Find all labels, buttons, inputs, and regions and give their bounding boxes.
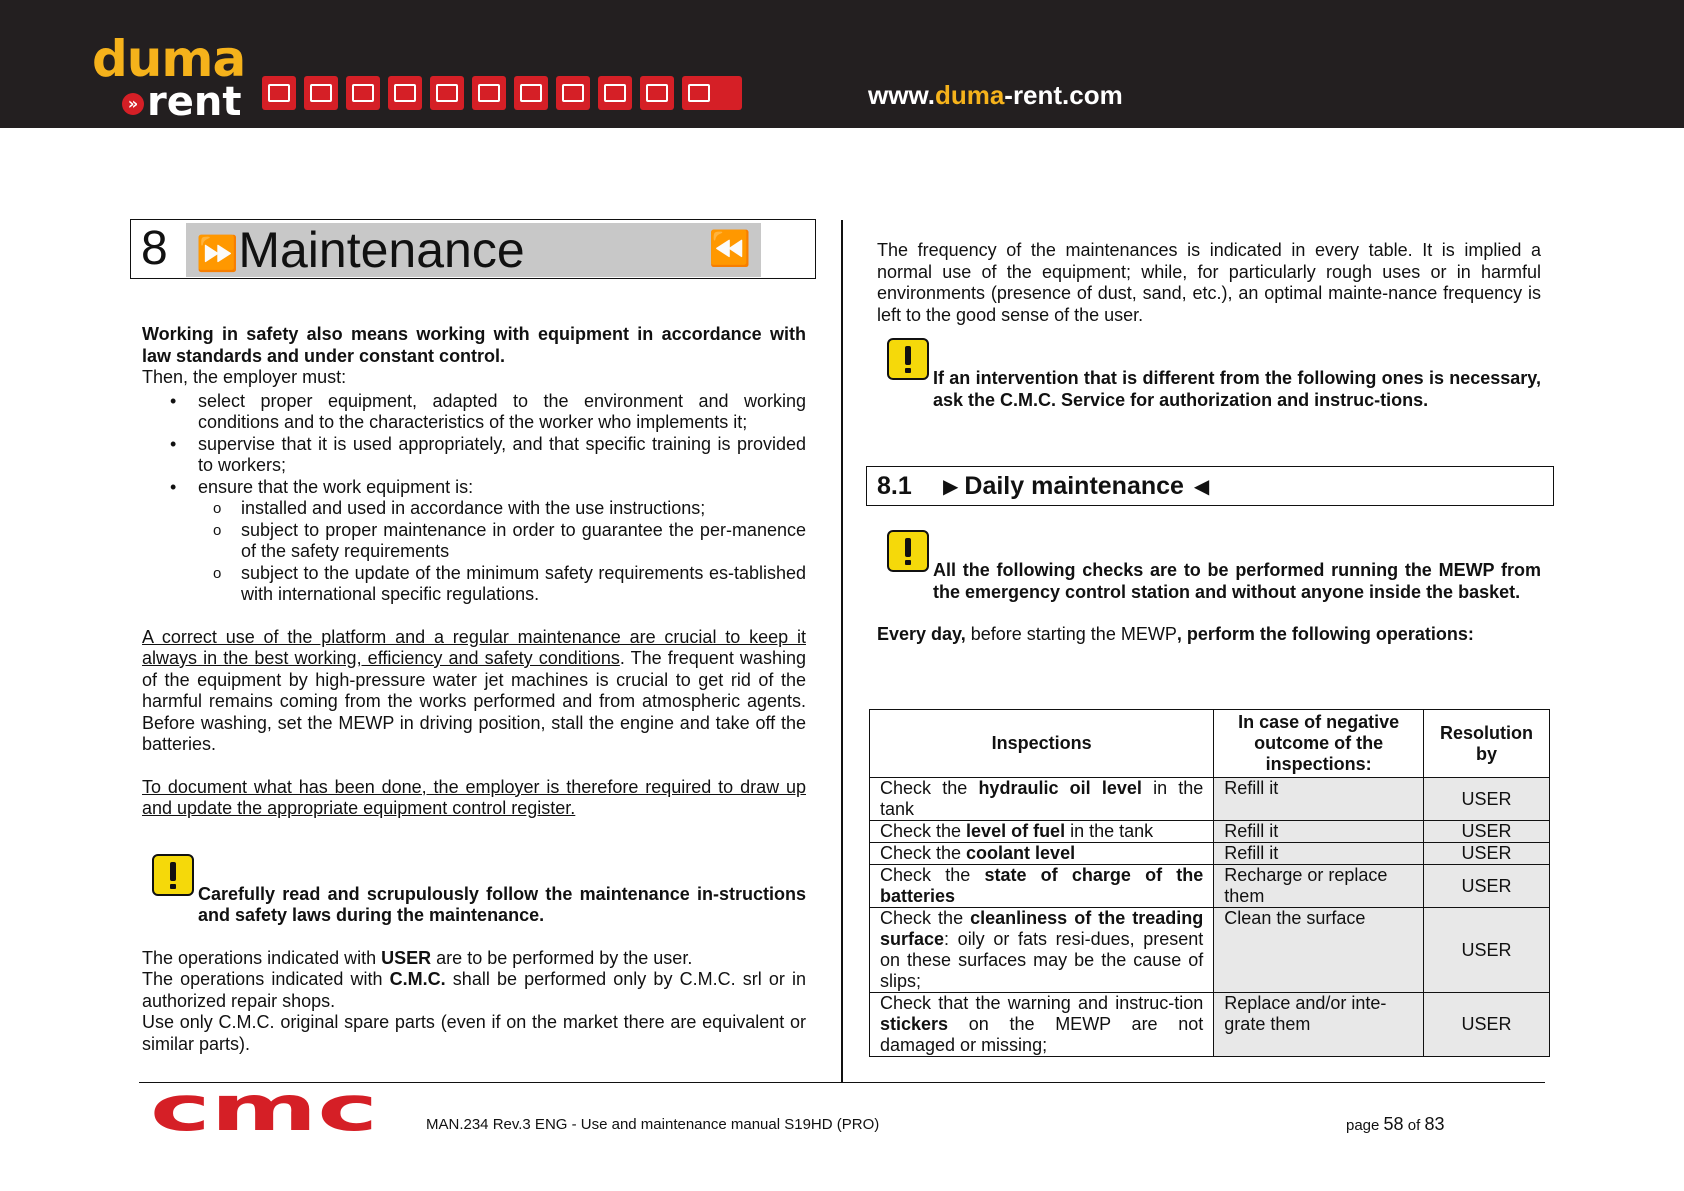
warning-icon	[152, 854, 194, 896]
section-title-band	[186, 223, 761, 277]
subsection-number: 8.1	[877, 472, 912, 500]
aircraft-icon	[682, 76, 742, 110]
action-cell: Clean the surface	[1214, 908, 1424, 993]
employer-duties-list	[142, 391, 806, 606]
section-title: ⏩Maintenance	[196, 222, 525, 278]
inspection-cell: Check the state of charge of the batteries	[870, 865, 1214, 908]
warning-icon	[887, 338, 929, 380]
table-row	[870, 843, 1550, 865]
maintenance-paragraph: A correct use of the platform and a regular maintenance are crucial to keep it always in the best working, efficiency and safety conditions. The frequent washing of the equipment by high-pressure water jet machines is crucial to get rid of the harmful remains coming from the works performed and from atmospheric agents. Before washing, set the MEWP in driving position, stall the engine and take off the batteries.	[142, 626, 806, 754]
arrow-right-icon: ▶	[943, 476, 959, 499]
warning-icon	[887, 530, 929, 572]
section-number: 8	[141, 222, 168, 275]
resolution-cell: USER	[1424, 821, 1550, 843]
double-arrow-right-icon: ⏩	[196, 234, 239, 273]
footer-rule	[139, 1082, 1545, 1083]
resolution-cell: USER	[1424, 843, 1550, 865]
arrow-left-icon: ◀	[1193, 476, 1210, 499]
warning-checks: All the following checks are to be performed running the MEWP from the emergency control station and without anyone inside the basket.	[877, 560, 1541, 603]
daily-maintenance-table	[869, 709, 1550, 1057]
subsection-title: ▶ Daily maintenance ◀	[943, 472, 1210, 500]
website-url[interactable]: www.duma-rent.com	[868, 80, 1123, 110]
intro-bold: Working in safety also means working with equipment in accordance with law standards and under constant control.	[142, 324, 806, 366]
table-row	[870, 821, 1550, 843]
excavator-icon	[556, 76, 590, 110]
frequency-paragraph: The frequency of the maintenances is indicated in every table. It is implied a normal use of the equipment; while, for particularly rough uses or in harmful environments (presence of dust, sand, etc.), an optimal mainte-nance frequency is left to the good sense of the user.	[877, 240, 1541, 325]
inspection-cell: Check that the warning and instruc-tion stickers on the MEWP are not damaged or missing;	[870, 993, 1214, 1057]
ops-user: The operations indicated with USER are to be performed by the user.	[142, 947, 693, 968]
table-row	[870, 865, 1550, 908]
resolution-cell: USER	[1424, 865, 1550, 908]
warning-maintenance: Carefully read and scrupulously follow the maintenance in-structions and safety laws during the maintenance.	[142, 884, 806, 927]
list-item: • supervise that it is used appropriately, and that specific training is provided to workers;	[198, 434, 806, 477]
action-cell: Refill it	[1214, 843, 1424, 865]
boom-lift-icon	[640, 76, 674, 110]
register-paragraph: To document what has been done, the employer is therefore required to draw up and update the appropriate equipment control register.	[142, 776, 806, 818]
dumper-icon	[472, 76, 506, 110]
everyday-line: Every day, before starting the MEWP, perform the following operations:	[877, 624, 1474, 644]
action-cell: Recharge or replace them	[1214, 865, 1424, 908]
action-cell: Refill it	[1214, 821, 1424, 843]
header-inspections: Inspections	[870, 710, 1214, 778]
list-item: • select proper equipment, adapted to the environment and working conditions and to the characteristics of the worker who implements it;	[198, 391, 806, 434]
right-column-lower	[877, 560, 1541, 646]
list-item: o subject to proper maintenance in order to guarantee the per-manence of the safety requirements	[241, 520, 806, 563]
action-cell: Refill it	[1214, 778, 1424, 821]
skid-loader-icon	[262, 76, 296, 110]
section-heading	[130, 219, 816, 279]
ops-spare-parts: Use only C.M.C. original spare parts (even if on the market there are equivalent or similar parts).	[142, 1012, 806, 1054]
logo-duma: duma	[92, 30, 246, 88]
equipment-requirements-list	[198, 498, 806, 606]
logo-chevron-icon: »	[122, 93, 144, 115]
list-item: • ensure that the work equipment is: o installed and used in accordance with the use instructions; o subject to proper maintenance in order to guarantee the per-manence of the safety requirements o subject to the update of the minimum safety requirements es-tablished with international specific regulations.	[198, 477, 806, 606]
cmc-logo	[150, 1086, 380, 1134]
inspection-cell: Check the hydraulic oil level in the tank	[870, 778, 1214, 821]
mini-excavator-icon	[388, 76, 422, 110]
resolution-cell: USER	[1424, 908, 1550, 993]
table-header-row	[870, 710, 1550, 778]
list-item: o installed and used in accordance with the use instructions;	[241, 498, 806, 520]
duma-rent-logo	[92, 30, 246, 125]
double-arrow-left-icon: ⏪	[708, 230, 751, 268]
header-bar	[0, 0, 1684, 128]
telehandler-icon	[598, 76, 632, 110]
resolution-cell: USER	[1424, 778, 1550, 821]
cmc-logo-text: cmc	[150, 1086, 378, 1134]
inspection-cell: Check the level of fuel in the tank	[870, 821, 1214, 843]
subsection-heading	[866, 466, 1554, 506]
machine-icons	[262, 76, 742, 110]
header-negative-outcome: In case of negative outcome of the inspections:	[1214, 710, 1424, 778]
scissor-lift-icon	[346, 76, 380, 110]
table-row	[870, 908, 1550, 993]
right-column	[877, 240, 1541, 411]
action-cell: Replace and/or inte-grate them	[1214, 993, 1424, 1057]
inspection-cell: Check the cleanliness of the treading surface: oily or fats resi-dues, present on these surfaces may be the cause of slips;	[870, 908, 1214, 993]
tractor-icon	[430, 76, 464, 110]
resolution-cell: USER	[1424, 993, 1550, 1057]
manual-reference: MAN.234 Rev.3 ENG - Use and maintenance manual S19HD (PRO)	[426, 1116, 880, 1133]
warning-intervention: If an intervention that is different from the following ones is necessary, ask the C.M.C. Service for authorization and instruc-tions.	[877, 368, 1541, 411]
table-row	[870, 993, 1550, 1057]
truck-crane-icon	[514, 76, 548, 110]
logo-rent	[122, 79, 245, 125]
page-number: page 58 of 83	[1346, 1114, 1445, 1134]
ops-cmc: The operations indicated with C.M.C. shall be performed only by C.M.C. srl or in authorized repair shops.	[142, 969, 806, 1011]
forklift-icon	[304, 76, 338, 110]
header-resolution-by: Resolution by	[1424, 710, 1550, 778]
left-column	[142, 324, 806, 1055]
inspection-cell: Check the coolant level	[870, 843, 1214, 865]
column-divider	[841, 220, 843, 1082]
table-row	[870, 778, 1550, 821]
logo-rent-text: rent	[147, 79, 242, 125]
intro-then: Then, the employer must:	[142, 367, 347, 387]
list-item: o subject to the update of the minimum safety requirements es-tablished with international specific regulations.	[241, 563, 806, 606]
